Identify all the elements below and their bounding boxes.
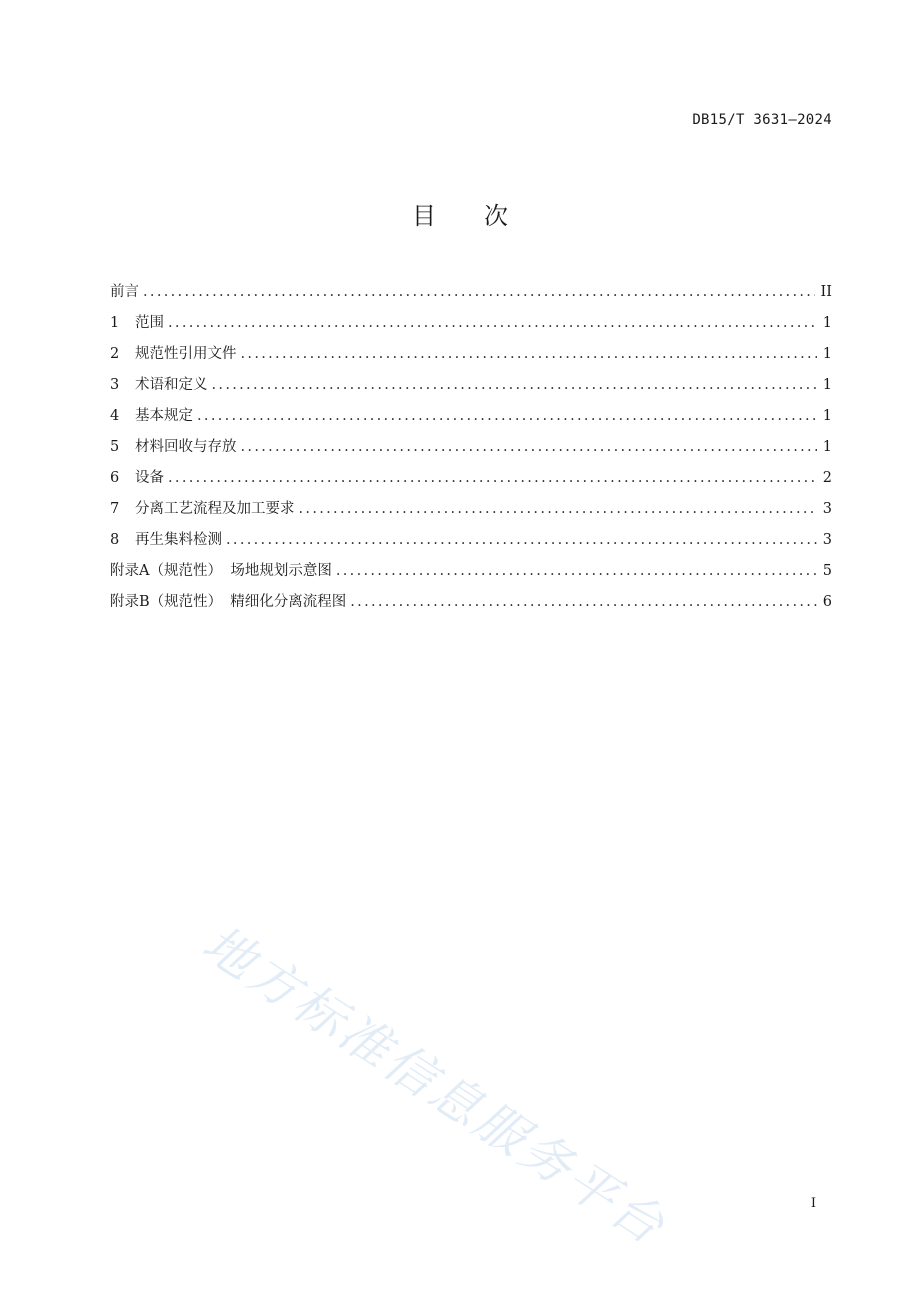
toc-entry-page: 5 [822, 563, 832, 579]
toc-dot-leader [168, 315, 817, 331]
toc-dot-leader [299, 501, 817, 517]
toc-entry-page: 6 [822, 594, 832, 610]
toc-entry-label: 基本规定 [135, 408, 193, 424]
toc-entry-appendix-a[interactable] [110, 559, 832, 590]
toc-entry-page: 3 [822, 532, 832, 548]
toc-entry-page: 1 [822, 346, 832, 362]
toc-entry-page: 3 [822, 501, 832, 517]
toc-entry-page: II [820, 284, 832, 300]
toc-entry-appendix-b[interactable] [110, 590, 832, 621]
toc-entry-number: 5 [110, 439, 120, 455]
toc-entry-2[interactable] [110, 342, 832, 373]
toc-entry-label: 附录A（规范性） [110, 563, 222, 579]
toc-entry-4[interactable] [110, 404, 832, 435]
table-of-contents [110, 280, 832, 621]
toc-entry-page: 1 [822, 439, 832, 455]
toc-entry-number: 4 [110, 408, 120, 424]
toc-entry-label: 设备 [135, 470, 164, 486]
toc-dot-leader [226, 532, 817, 548]
toc-entry-label: 再生集料检测 [135, 532, 222, 548]
toc-dot-leader [197, 408, 817, 424]
document-code: DB15/T 3631—2024 [692, 112, 832, 128]
toc-entry-number: 7 [110, 501, 120, 517]
toc-entry-number: 3 [110, 377, 120, 393]
toc-entry-subtitle: 场地规划示意图 [230, 563, 332, 579]
toc-entry-3[interactable] [110, 373, 832, 404]
toc-entry-label: 规范性引用文件 [135, 346, 237, 362]
toc-entry-label: 前言 [110, 284, 139, 300]
toc-dot-leader [168, 470, 817, 486]
page-number: I [810, 1196, 816, 1211]
toc-entry-number: 2 [110, 346, 120, 362]
toc-entry-label: 分离工艺流程及加工要求 [135, 501, 295, 517]
toc-entry-7[interactable] [110, 497, 832, 528]
toc-entry-1[interactable] [110, 311, 832, 342]
toc-entry-5[interactable] [110, 435, 832, 466]
toc-dot-leader [143, 284, 815, 300]
toc-entry-number: 8 [110, 532, 120, 548]
toc-entry-number: 6 [110, 470, 120, 486]
toc-entry-subtitle: 精细化分离流程图 [230, 594, 347, 610]
toc-entry-label: 术语和定义 [135, 377, 208, 393]
toc-entry-page: 1 [822, 377, 832, 393]
toc-dot-leader [212, 377, 817, 393]
toc-dot-leader [350, 594, 817, 610]
page-title: 目次 [412, 202, 556, 230]
toc-dot-leader [241, 439, 817, 455]
toc-entry-8[interactable] [110, 528, 832, 559]
toc-entry-label: 材料回收与存放 [135, 439, 237, 455]
toc-entry-preface[interactable] [110, 280, 832, 311]
toc-entry-label: 附录B（规范性） [110, 594, 223, 610]
toc-dot-leader [336, 563, 817, 579]
toc-entry-number: 1 [110, 315, 120, 331]
toc-entry-page: 1 [822, 408, 832, 424]
toc-entry-page: 1 [822, 315, 832, 331]
watermark: 地方标准信息服务平台 [192, 914, 677, 1257]
toc-entry-page: 2 [822, 470, 832, 486]
toc-entry-label: 范围 [135, 315, 164, 331]
toc-dot-leader [241, 346, 817, 362]
toc-entry-6[interactable] [110, 466, 832, 497]
